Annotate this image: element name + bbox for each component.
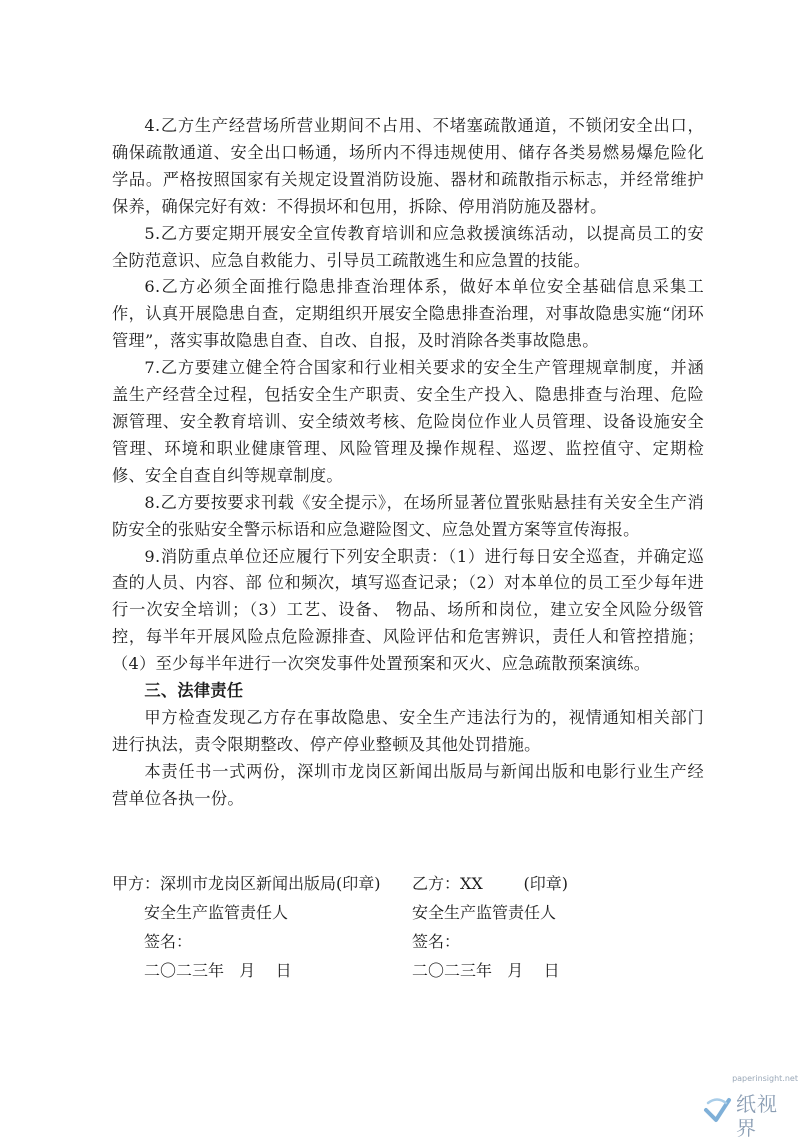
party-b-name: 乙方：XX (印章) [412,874,568,893]
party-b-date: 二〇二三年 月 日 [412,961,560,980]
signature-block [112,869,704,989]
watermark-site: paperinsight.net [732,1074,798,1083]
watermark [702,1090,798,1140]
party-a-name: 甲方：深圳市龙岗区新闻出版局(印章) [112,874,381,893]
party-a-signature [112,869,402,985]
watermark-logo-icon [702,1094,732,1124]
copies-paragraph: 本责任书一式两份，深圳市龙岗区新闻出版局与新闻出版和电影行业生产经营单位各执一份。 [112,761,704,808]
party-a-role: 安全生产监管责任人 [144,903,289,922]
party-b-sign-label: 签名： [412,932,461,951]
clause-9-paragraph: 9.消防重点单位还应履行下列安全职责：（1）进行每日安全巡查，并确定巡查的人员、内容、部 位和频次，填写巡查记录；（2）对本单位的员工至少每年进行一次安全培训；（3）工艺、设备、 物品、场所和岗位，建立安全风险分级管控，每半年开展风险点危险源排查、风险评估和危害辨识，责任人和管控措施；（4）至少每半年进行一次突发事件处置预案和灭火、应急疏散预案演练。 [112,546,704,674]
party-b-role: 安全生产监管责任人 [412,903,557,922]
party-b-signature [412,869,702,985]
clause-8-paragraph: 8.乙方要按要求刊载《安全提示》，在场所显著位置张贴悬挂有关安全生产消防安全的张贴安全警示标语和应急避险图文、应急处置方案等宣传海报。 [112,492,704,539]
clause-5-paragraph: 5.乙方要定期开展安全宣传教育培训和应急救援演练活动，以提高员工的安全防范意识、应急自救能力、引导员工疏散逃生和应急置的技能。 [112,223,704,270]
clause-6-paragraph: 6.乙方必须全面推行隐患排查治理体系，做好本单位安全基础信息采集工作，认真开展隐患自查，定期组织开展安全隐患排查治理，对事故隐患实施“闭环管理”，落实事故隐患自查、自改、自报，及时消除各类事故隐患。 [112,277,704,351]
watermark-title: 纸视界 [736,1092,778,1140]
party-a-date: 二〇二三年 月 日 [144,961,292,980]
document-body [112,113,704,813]
party-a-sign-label: 签名： [144,932,193,951]
legal-liability-paragraph: 甲方检查发现乙方存在事故隐患、安全生产违法行为的，视情通知相关部门进行执法，责令限期整改、停产停业整顿及其他处罚措施。 [112,707,704,754]
section-heading-legal-liability: 三、法律责任 [144,681,244,701]
clause-7-paragraph: 7.乙方要建立健全符合国家和行业相关要求的安全生产管理规章制度，并涵盖生产经营全过程，包括安全生产职责、安全生产投入、隐患排查与治理、危险源管理、安全教育培训、安全绩效考核、危险岗位作业人员管理、设备设施安全管理、环境和职业健康管理、风险管理及操作规程、巡逻、监控值守、定期检修、安全自查自纠等规章制度。 [112,358,704,485]
clause-4-paragraph: 4.乙方生产经营场所营业期间不占用、不堵塞疏散通道，不锁闭安全出口，确保疏散通道、安全出口畅通，场所内不得违规使用、储存各类易燃易爆危险化学品。严格按照国家有关规定设置消防设施、器材和疏散指示标志，并经常维护保养，确保完好有效：不得损坏和包用，拆除、停用消防施及器材。 [112,116,704,216]
